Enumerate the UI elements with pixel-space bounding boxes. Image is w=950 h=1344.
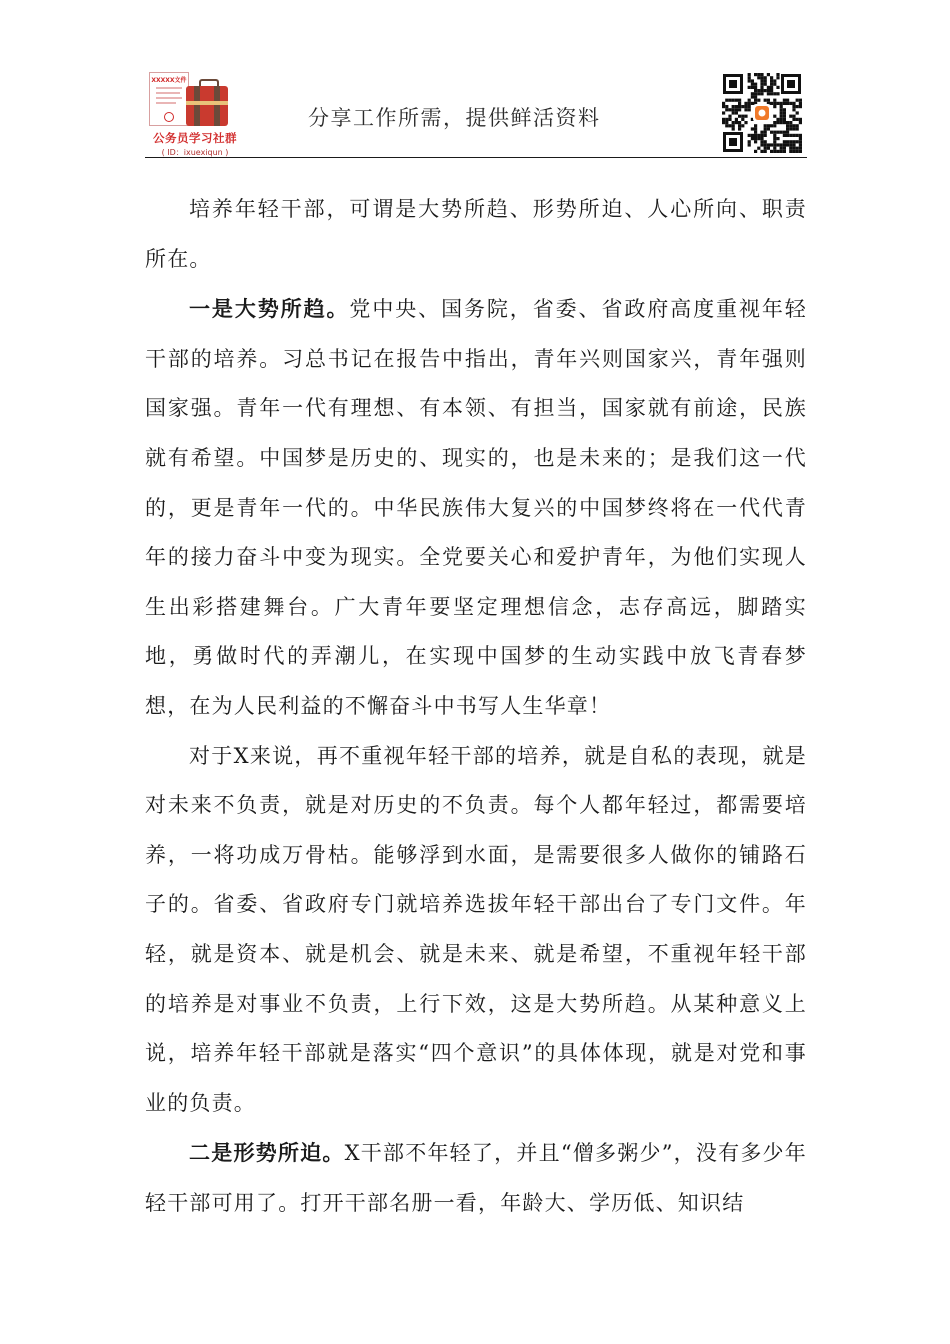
qr-module — [738, 121, 741, 124]
paragraph-lead: 一是大势所趋。 — [189, 296, 350, 322]
qr-module — [776, 131, 779, 134]
qr-module — [770, 150, 773, 153]
qr-module — [792, 127, 795, 130]
logo — [146, 68, 244, 158]
qr-module — [754, 134, 757, 137]
logo-doc-title: XXXXX文件 — [151, 77, 187, 84]
paragraph-text: 党中央、国务院，省委、省政府高度重视年轻干部的培养。习总书记在报告中指出，青年兴则国家兴，青年强则国家强。青年一代有理想、有本领、有担当，国家就有前途，民族就有希望。中国梦是历史的、现实的，也是未来的；是我们这一代的，更是青年一代的。中华民族伟大复兴的中国梦终将在一代代青年的接力奋斗中变为现实。全党要关心和爱护青年，为他们实现人生出彩搭建舞台。广大青年要坚定理想信念，志存高远，脚踏实地，勇做时代的弄潮儿，在实现中国梦的生动实践中放飞青春梦想，在为人民利益的不懈奋斗中书写人生华章！ — [145, 297, 807, 718]
qr-module — [751, 83, 754, 86]
qr-module — [735, 108, 738, 111]
qr-module — [780, 111, 783, 114]
paragraph-text: X干部不年轻了，并且“僧多粥少”，没有多少年轻干部可用了。打开干部名册一看，年龄大、学历低、知识结 — [145, 1141, 807, 1215]
qr-module — [722, 111, 725, 114]
qr-module — [722, 118, 725, 121]
paragraph-responsibility: 对于X来说，再不重视年轻干部的培养，就是自私的表现，就是对未来不负责，就是对历史的不负责。每个人都年轻过，都需要培养，一将功成万骨枯。能够浮到水面，是需要很多人做你的铺路石子的。省委、省政府专门就培养选拔年轻干部出台了专门文件。年轻，就是资本、就是机会、就是未来、就是希望，不重视年轻干部的培养是对事业不负责，上行下效，这是大势所趋。从某种意义上说，培养年轻干部就是落实“四个意识”的具体体现，就是对党和事业的负责。 — [145, 743, 807, 1115]
qr-module — [741, 115, 744, 118]
qr-module — [792, 150, 795, 153]
qr-module — [735, 121, 738, 124]
qr-module — [789, 150, 792, 153]
qr-module — [760, 150, 763, 153]
qr-module — [764, 127, 767, 130]
qr-module — [757, 73, 760, 76]
qr-module — [764, 150, 767, 153]
qr-module — [748, 86, 751, 89]
qr-module — [780, 150, 783, 153]
qr-module — [773, 121, 776, 124]
qr-module — [783, 134, 786, 137]
doc-line — [156, 97, 182, 99]
qr-module — [751, 102, 754, 105]
qr-module — [783, 147, 786, 150]
qr-module — [732, 121, 735, 124]
qr-module — [773, 137, 776, 140]
doc-line — [156, 92, 180, 94]
qr-module — [776, 76, 779, 79]
qr-module — [767, 89, 770, 92]
qr-module — [767, 143, 770, 146]
qr-module — [789, 102, 792, 105]
qr-module — [773, 150, 776, 153]
qr-module — [732, 99, 735, 102]
qr-module — [773, 134, 776, 137]
qr-module — [732, 127, 735, 130]
qr-module — [789, 127, 792, 130]
qr-module — [780, 102, 783, 105]
qr-module — [776, 73, 779, 76]
qr-module — [748, 108, 751, 111]
qr-module — [760, 134, 763, 137]
qr-module — [792, 102, 795, 105]
qr-module — [776, 150, 779, 153]
qr-module — [770, 124, 773, 127]
qr-module — [751, 86, 754, 89]
qr-module — [783, 111, 786, 114]
briefcase-icon — [186, 86, 228, 126]
qr-module — [770, 86, 773, 89]
paragraph-trend — [145, 284, 807, 731]
qr-module — [770, 89, 773, 92]
qr-module — [783, 102, 786, 105]
qr-module — [783, 121, 786, 124]
qr-module — [783, 150, 786, 153]
qr-module — [732, 124, 735, 127]
qr-module — [764, 134, 767, 137]
qr-module — [776, 92, 779, 95]
qr-module — [760, 140, 763, 143]
qr-module — [773, 105, 776, 108]
qr-module — [773, 131, 776, 134]
qr-module — [776, 86, 779, 89]
qr-module — [770, 102, 773, 105]
qr-module — [738, 99, 741, 102]
qr-module — [780, 118, 783, 121]
qr-module — [786, 121, 789, 124]
qr-module — [773, 143, 776, 146]
logo-name: 公务员学习社群 — [153, 131, 237, 145]
qr-module — [741, 118, 744, 121]
briefcase-band — [186, 101, 228, 105]
qr-module — [799, 99, 802, 102]
qr-module — [780, 105, 783, 108]
qr-module — [783, 99, 786, 102]
qr-module — [751, 79, 754, 82]
qr-module — [789, 140, 792, 143]
qr-module — [760, 86, 763, 89]
document-icon — [149, 72, 189, 126]
qr-module — [754, 95, 757, 98]
paragraph-situation — [145, 1128, 807, 1228]
qr-module — [770, 92, 773, 95]
qr-module — [786, 127, 789, 130]
qr-module — [799, 118, 802, 121]
qr-module — [754, 92, 757, 95]
qr-module — [789, 115, 792, 118]
qr-module — [786, 140, 789, 143]
qr-module — [796, 105, 799, 108]
qr-module — [776, 137, 779, 140]
qr-module — [799, 102, 802, 105]
qr-module — [773, 115, 776, 118]
qr-module — [792, 147, 795, 150]
qr-module — [773, 124, 776, 127]
qr-module — [760, 92, 763, 95]
document-body — [145, 185, 807, 1228]
qr-module — [780, 121, 783, 124]
qr-module — [792, 140, 795, 143]
qr-module — [789, 134, 792, 137]
qr-module — [764, 99, 767, 102]
qr-module — [748, 79, 751, 82]
qr-module — [799, 121, 802, 124]
qr-module — [725, 118, 728, 121]
qr-module — [748, 102, 751, 105]
qr-module — [789, 121, 792, 124]
qr-module — [738, 102, 741, 105]
qr-module — [792, 105, 795, 108]
qr-module — [751, 92, 754, 95]
qr-module — [783, 143, 786, 146]
qr-module — [764, 131, 767, 134]
qr-module — [776, 118, 779, 121]
qr-module — [738, 105, 741, 108]
qr-module — [757, 137, 760, 140]
qr-module — [760, 131, 763, 134]
qr-module — [760, 137, 763, 140]
qr-module — [799, 140, 802, 143]
qr-module — [738, 124, 741, 127]
qr-module — [776, 143, 779, 146]
qr-module — [757, 89, 760, 92]
qr-module — [799, 143, 802, 146]
qr-module — [744, 105, 747, 108]
qr-module — [751, 137, 754, 140]
qr-module — [796, 140, 799, 143]
qr-module — [728, 115, 731, 118]
qr-module — [796, 147, 799, 150]
qr-module — [783, 108, 786, 111]
qr-module — [792, 115, 795, 118]
qr-module — [770, 143, 773, 146]
qr-module — [760, 79, 763, 82]
qr-module — [738, 108, 741, 111]
qr-module — [764, 79, 767, 82]
qr-module — [783, 115, 786, 118]
qr-module — [786, 134, 789, 137]
qr-module — [796, 99, 799, 102]
qr-module — [764, 83, 767, 86]
qr-module — [770, 79, 773, 82]
qr-module — [796, 150, 799, 153]
qr-module — [725, 124, 728, 127]
qr-module — [773, 99, 776, 102]
qr-module — [754, 86, 757, 89]
qr-module — [773, 140, 776, 143]
qr-module — [796, 111, 799, 114]
paragraph-lead: 二是形势所迫。 — [189, 1140, 345, 1166]
qr-module — [738, 127, 741, 130]
header-tagline: 分享工作所需，提供鲜活资料 — [308, 106, 601, 130]
qr-module — [757, 92, 760, 95]
qr-module — [789, 147, 792, 150]
qr-module — [799, 150, 802, 153]
qr-module — [744, 115, 747, 118]
qr-module — [754, 73, 757, 76]
qr-module — [725, 108, 728, 111]
qr-module — [735, 105, 738, 108]
qr-module — [770, 131, 773, 134]
qr-module — [744, 102, 747, 105]
qr-module — [792, 108, 795, 111]
qr-module — [773, 79, 776, 82]
qr-module — [767, 92, 770, 95]
qr-module — [748, 73, 751, 76]
qr-module — [748, 140, 751, 143]
qr-module — [760, 143, 763, 146]
qr-module — [760, 83, 763, 86]
qr-module — [786, 99, 789, 102]
qr-module — [764, 143, 767, 146]
qr-module — [764, 147, 767, 150]
qr-module — [776, 102, 779, 105]
qr-module — [773, 92, 776, 95]
qr-module — [748, 134, 751, 137]
paragraph-intro: 培养年轻干部，可谓是大势所趋、形势所迫、人心所向、职责所在。 — [145, 197, 807, 271]
qr-module — [773, 102, 776, 105]
qr-module — [728, 118, 731, 121]
qr-module — [764, 124, 767, 127]
qr-module — [735, 99, 738, 102]
qr-module — [786, 102, 789, 105]
qr-module — [786, 124, 789, 127]
qr-module — [776, 121, 779, 124]
qr-module — [748, 143, 751, 146]
qr-module — [728, 99, 731, 102]
qr-module — [786, 143, 789, 146]
qr-module — [757, 76, 760, 79]
qr-module — [757, 147, 760, 150]
qr-module — [757, 134, 760, 137]
qr-module — [732, 108, 735, 111]
qr-module — [783, 118, 786, 121]
qr-module — [760, 76, 763, 79]
qr-module — [792, 118, 795, 121]
qr-module — [732, 111, 735, 114]
doc-line — [156, 87, 182, 89]
qr-module — [780, 143, 783, 146]
qr-module — [767, 99, 770, 102]
qr-module — [738, 115, 741, 118]
qr-module — [780, 115, 783, 118]
qr-module — [725, 121, 728, 124]
qr-module — [773, 83, 776, 86]
qr-module — [792, 143, 795, 146]
qr-module — [744, 121, 747, 124]
qr-module — [748, 99, 751, 102]
qr-module — [773, 147, 776, 150]
qr-module — [783, 131, 786, 134]
qr-module — [799, 137, 802, 140]
qr-module — [748, 105, 751, 108]
doc-line — [156, 102, 176, 104]
qr-module — [754, 131, 757, 134]
qr-module — [725, 99, 728, 102]
qr-module — [796, 124, 799, 127]
qr-module — [757, 99, 760, 102]
qr-module — [767, 86, 770, 89]
qr-module — [754, 124, 757, 127]
qr-module — [754, 137, 757, 140]
briefcase-stripe — [214, 86, 220, 126]
qr-module — [754, 83, 757, 86]
qr-module — [792, 124, 795, 127]
qr-module — [764, 89, 767, 92]
qr-module — [780, 147, 783, 150]
qr-module — [751, 95, 754, 98]
qr-module — [799, 105, 802, 108]
qr-module — [796, 134, 799, 137]
header-divider — [145, 157, 807, 158]
qr-module — [783, 140, 786, 143]
qr-module — [786, 131, 789, 134]
qr-module — [799, 134, 802, 137]
qr-module — [751, 134, 754, 137]
qr-module — [748, 76, 751, 79]
qr-module — [789, 124, 792, 127]
qr-module — [754, 127, 757, 130]
qr-module — [792, 134, 795, 137]
qr-module — [780, 108, 783, 111]
qr-module — [735, 111, 738, 114]
qr-module — [741, 124, 744, 127]
qr-module — [760, 73, 763, 76]
qr-module — [796, 127, 799, 130]
qr-module — [751, 127, 754, 130]
qr-module — [799, 147, 802, 150]
seal-icon — [164, 112, 174, 122]
qr-module — [735, 118, 738, 121]
qr-module — [722, 121, 725, 124]
qr-module — [754, 150, 757, 153]
qr-module — [722, 105, 725, 108]
qr-module — [728, 124, 731, 127]
qr-module — [767, 73, 770, 76]
qr-module — [764, 76, 767, 79]
qr-module — [780, 131, 783, 134]
qr-module — [767, 127, 770, 130]
qr-module — [732, 105, 735, 108]
qr-code-icon — [722, 73, 802, 153]
qr-module — [770, 76, 773, 79]
qr-module — [744, 108, 747, 111]
qr-module — [767, 124, 770, 127]
qr-module — [770, 83, 773, 86]
qr-module — [796, 118, 799, 121]
qr-module — [754, 89, 757, 92]
qr-module — [764, 140, 767, 143]
qr-module — [754, 140, 757, 143]
qr-module — [789, 143, 792, 146]
qr-module — [741, 105, 744, 108]
qr-module — [760, 89, 763, 92]
qr-module — [725, 105, 728, 108]
qr-module — [722, 102, 725, 105]
logo-id: ( ID：ixuexiqun ) — [161, 148, 229, 157]
briefcase-stripe — [194, 86, 200, 126]
qr-module — [767, 147, 770, 150]
qr-module — [754, 99, 757, 102]
qr-module — [728, 108, 731, 111]
